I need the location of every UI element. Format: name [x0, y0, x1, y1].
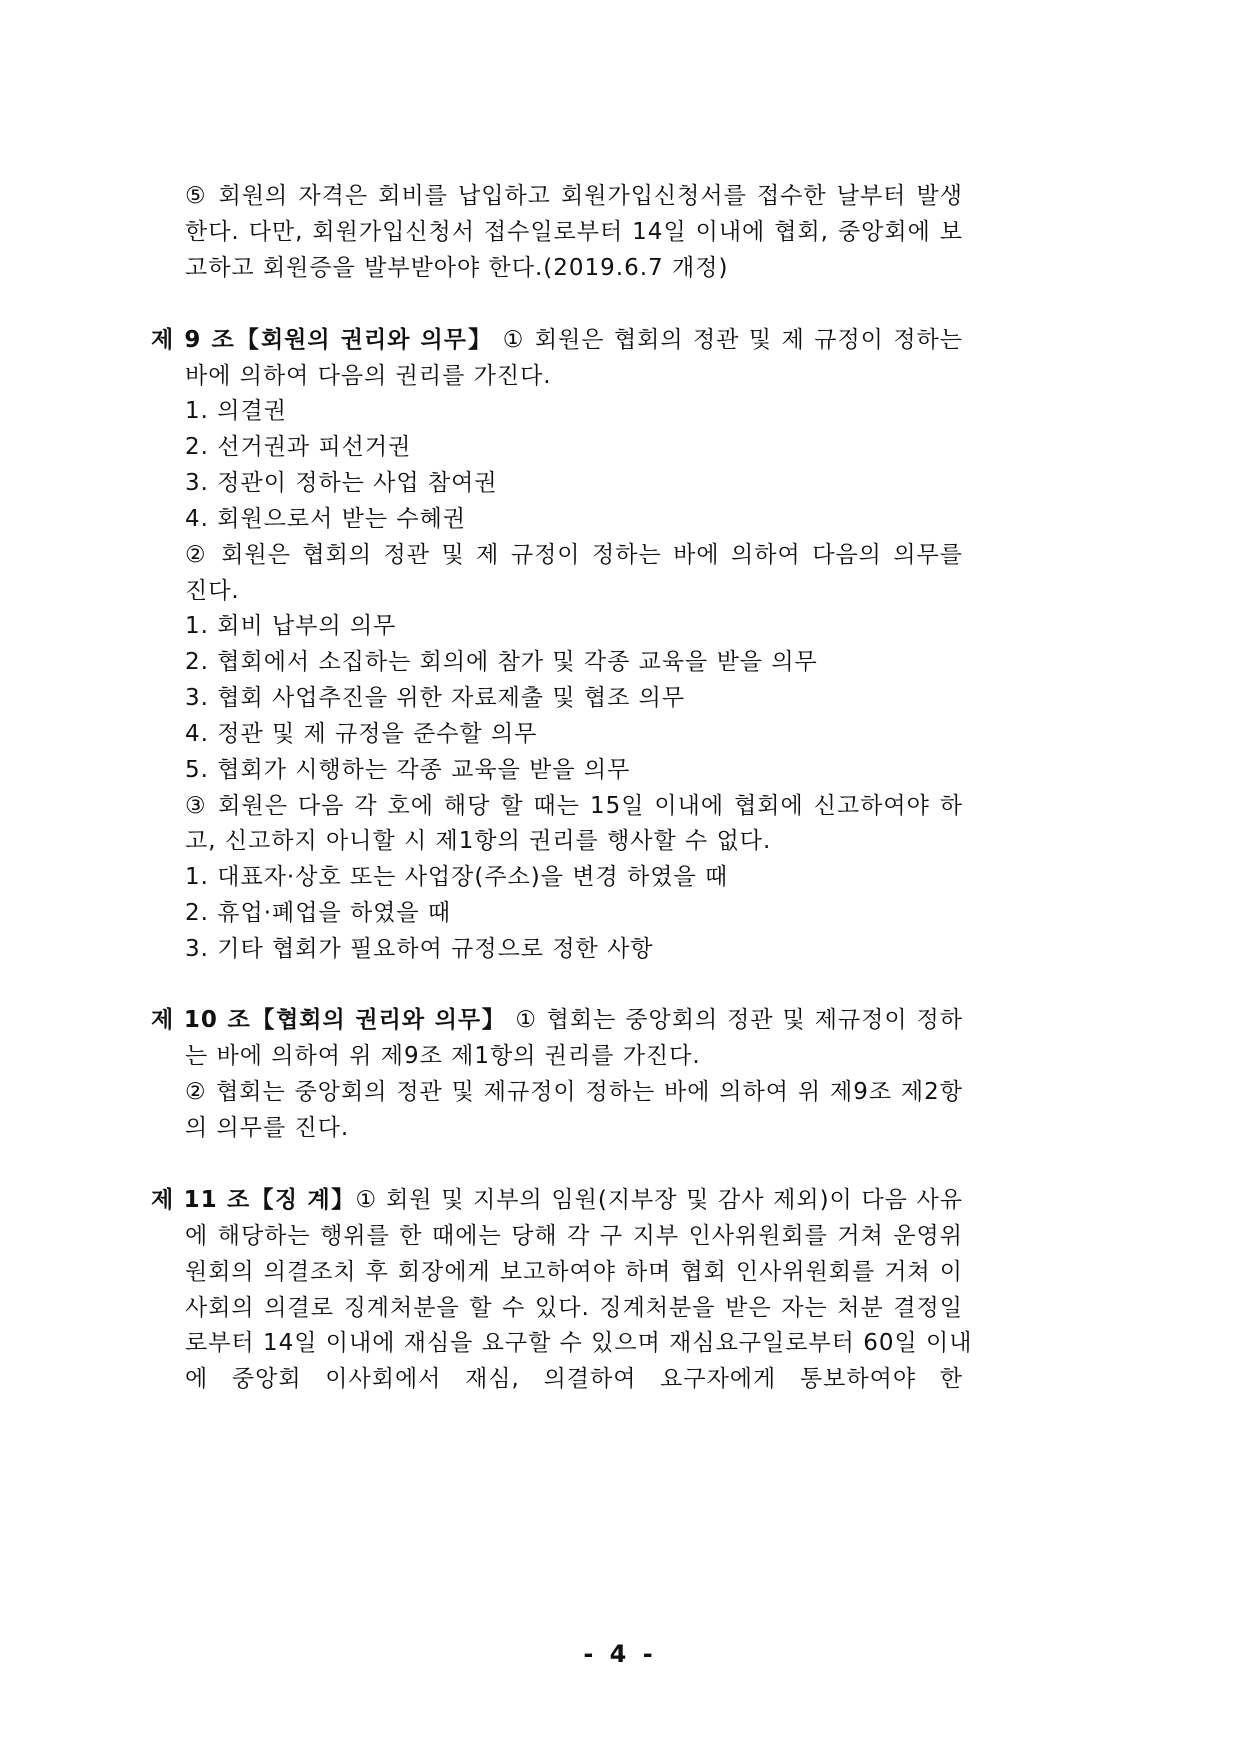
text-line: ⑤ 회원의 자격은 회비를 납입하고 회원가입신청서를 접수한 날부터 발생: [185, 183, 963, 209]
text-line: 로부터 14일 이내에 재심을 요구할 수 있으며 재심요구일로부터 60일 이내: [185, 1330, 973, 1356]
text-line: ② 협회는 중앙회의 정관 및 제규정이 정하는 바에 의하여 위 제9조 제2항: [185, 1079, 963, 1105]
text-line: ③ 회원은 다음 각 호에 해당 할 때는 15일 이내에 협회에 신고하여야 하: [185, 793, 963, 819]
text-line: 의 의무를 진다.: [185, 1115, 350, 1141]
text-line: 진다.: [185, 578, 240, 604]
text-line: 제 9 조【회원의 권리와 의무】 ① 회원은 협회의 정관 및 제 규정이 정하는: [151, 327, 963, 353]
text-line: 는 바에 의하여 위 제9조 제1항의 권리를 가진다.: [185, 1043, 701, 1069]
text-line: 3. 협회 사업추진을 위한 자료제출 및 협조 의무: [185, 685, 686, 711]
text-line: 1. 대표자·상호 또는 사업장(주소)을 변경 하였을 때: [185, 864, 729, 890]
text-line: 2. 협회에서 소집하는 회의에 참가 및 각종 교육을 받을 의무: [185, 649, 818, 675]
text-line: 5. 협회가 시행하는 각종 교육을 받을 의무: [185, 757, 631, 783]
text-line: 2. 선거권과 피선거권: [185, 434, 412, 460]
text-line: 에 해당하는 행위를 한 때에는 당해 각 구 지부 인사위원회를 거쳐 운영위: [185, 1223, 963, 1249]
text-line: 3. 정관이 정하는 사업 참여권: [185, 470, 498, 496]
text-line: 제 10 조【협회의 권리와 의무】 ① 협회는 중앙회의 정관 및 제규정이 정하: [151, 1007, 963, 1033]
text-line: 고하고 회원증을 발부받아야 한다.(2019.6.7 개정): [185, 255, 729, 281]
text-line: 한다. 다만, 회원가입신청서 접수일로부터 14일 이내에 협회, 중앙회에 보: [185, 219, 963, 245]
article-heading: 제 10 조【협회의 권리와 의무】: [151, 1007, 507, 1033]
text-line: ② 회원은 협회의 정관 및 제 규정이 정하는 바에 의하여 다음의 의무를: [185, 542, 963, 568]
article-heading: 제 11 조【징 계】: [151, 1187, 356, 1213]
article-heading: 제 9 조【회원의 권리와 의무】: [151, 327, 494, 353]
text-line: 1. 회비 납부의 의무: [185, 613, 397, 639]
text-line: 3. 기타 협회가 필요하여 규정으로 정한 사항: [185, 936, 654, 962]
text-line: 1. 의결권: [185, 398, 287, 424]
text-line: 사회의 의결로 징계처분을 할 수 있다. 징계처분을 받은 자는 처분 결정일: [185, 1295, 963, 1321]
text-line: 원회의 의결조치 후 회장에게 보고하여야 하며 협회 인사위원회를 거쳐 이: [185, 1259, 963, 1285]
text-line: 고, 신고하지 아니할 시 제1항의 권리를 행사할 수 없다.: [185, 828, 772, 854]
text-line: 4. 정관 및 제 규정을 준수할 의무: [185, 721, 538, 747]
text-line: 제 11 조【징 계】① 회원 및 지부의 임원(지부장 및 감사 제외)이 다음 사유: [151, 1187, 963, 1213]
text-line: 바에 의하여 다음의 권리를 가진다.: [185, 363, 552, 389]
text-line: 에 중앙회 이사회에서 재심, 의결하여 요구자에게 통보하여야 한: [185, 1366, 963, 1392]
text-line: 2. 휴업·폐업을 하였을 때: [185, 900, 452, 926]
text-line: 4. 회원으로서 받는 수혜권: [185, 506, 467, 532]
page-number: - 4 -: [583, 1640, 657, 1668]
